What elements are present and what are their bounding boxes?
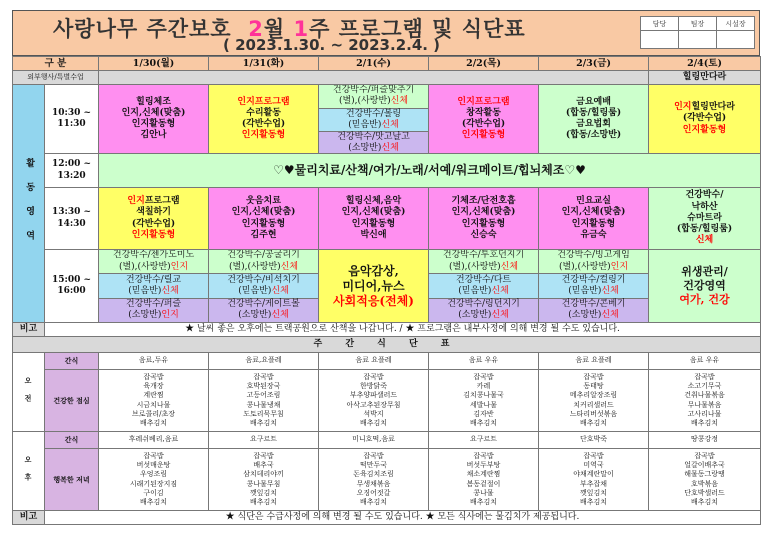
day-header: 2/1(수) — [319, 57, 429, 71]
meal-cell: 잡곡밥 버섯두부탕 채소계란찜 봄동겉절이 콩나물 배추김치 — [429, 449, 539, 511]
am-snack-row — [13, 353, 761, 370]
snack-cell: 요구르트 — [429, 432, 539, 449]
program-cell: 웃음치료 인지,신체(맞춤) 인지활동형 김주현 — [209, 188, 319, 250]
snack-cell: 요구르트 — [209, 432, 319, 449]
snack-cell: 음료 요플레 — [539, 353, 649, 370]
afternoon1-row — [13, 188, 761, 250]
pm-snack-label: 간식 — [45, 432, 99, 449]
outside-label: 외부행사/특별수업 — [13, 71, 99, 85]
pm-dinner-label: 행복한 저녁 — [45, 449, 99, 511]
note1-text: ★ 날씨 좋은 오후에는 트랙공원으로 산책을 나갑니다. / ★ 프로그램은 내부사정에 의해 변경 될 수도 있습니다. — [45, 323, 761, 337]
program-table — [12, 56, 761, 525]
snack-cell: 후레쉬베리,음료 — [99, 432, 209, 449]
program-cell-split: 건강박수/투호던지기 (별),(사랑반)신체 건강박수/다트 (믿음반)신체 건강박수/링던지기 (소망반)신체 — [429, 250, 539, 323]
lunch-row — [13, 154, 761, 188]
program-cell-split: 건강박수/젠가도미노 (별),(사랑반)인지 건강박수/릴교 (믿음반)신체 건강박수/퍼즐 (소망반)인지 — [99, 250, 209, 323]
pm-snack-row — [13, 432, 761, 449]
program-cell: 인지힐링만다라 (각반수업) 인지활동형 — [649, 85, 761, 154]
pm-side-label: 오 후 — [13, 432, 45, 511]
period-text: ( 2023.1.30. ~ 2023.2.4. ) — [223, 36, 441, 54]
am-lunch-label: 건강한 점심 — [45, 370, 99, 432]
am-snack-label: 간식 — [45, 353, 99, 370]
program-cell: 금요예배 (합동/힐링룸) 금요법회 (합동/소망반) — [539, 85, 649, 154]
snack-cell: 음료,두유 — [99, 353, 209, 370]
outside-row — [13, 71, 761, 85]
meal-cell: 잡곡밥 동태탕 메추리알장조림 치커리샐러드 느타리버섯볶음 배추김치 — [539, 370, 649, 432]
program-cell-split: 건강박수/공굴리기 (별),(사랑반)신체 건강박수/비석치기 (믿음반)신체 건강박수/게이트볼 (소망반)신체 — [209, 250, 319, 323]
program-cell-split: 건강박수/빙고게임 (별),(사랑반)인지 건강박수/컬링기 (믿음반)신체 건강박수/콘베기 (소망반)신체 — [539, 250, 649, 323]
program-cell: 인지프로그램 수리활동 (각반수업) 인지활동형 — [209, 85, 319, 154]
program-cell: 건강박수/ 낙하산 슈마트라 (합동/힐링룸) 신체 — [649, 188, 761, 250]
meal-cell: 잡곡밥 버섯매운탕 우엉조림 시래기된장지짐 구이김 배추김치 — [99, 449, 209, 511]
program-cell: 인지프로그램 창작활동 (각반수업) 인지활동형 — [429, 85, 539, 154]
program-cell: 음악감상, 미디어,뉴스 사회적응(전체) — [319, 250, 429, 323]
sign-box-director — [717, 31, 755, 49]
meal-cell: 잡곡밥 얼갈이배추국 해물동그랑땡 호박볶음 단호박샐러드 배추김치 — [649, 449, 761, 511]
meal-cell: 잡곡밥 배추국 삼치데리야끼 콩나물무침 깻잎김치 배추김치 — [209, 449, 319, 511]
time-slot: 13:30 ~ 14:30 — [45, 188, 99, 250]
header-label: 구 분 — [13, 57, 99, 71]
snack-cell: 음료 우유 — [429, 353, 539, 370]
sign-box-staff — [641, 31, 679, 49]
schedule-page — [12, 10, 760, 532]
note1-row — [13, 323, 761, 337]
program-cell: 인지프로그램 색칠하기 (각반수업) 인지활동형 — [99, 188, 209, 250]
program-cell-split: 건강박수/퍼즐맞추기 (별),(사랑반)신체 건강박수/볼링 (믿음반)신체 건강박수/맛고날고 (소망반)신체 — [319, 85, 429, 154]
program-cell: 힐링체조 인지,신체(맞춤) 인지활동형 김안나 — [99, 85, 209, 154]
activity-side-label: 활 동 영 역 — [13, 85, 45, 323]
outside-sat: 힐링만다라 — [649, 71, 761, 85]
meal-cell: 잡곡밥 떡만두국 돈육김치조림 무생채볶음 오징어젓갈 배추김치 — [319, 449, 429, 511]
meal-cell: 잡곡밥 미역국 야채계란말이 부추잡채 깻잎김치 배추김치 — [539, 449, 649, 511]
menu-title-row — [13, 337, 761, 353]
time-slot: 10:30 ~ 11:30 — [45, 85, 99, 154]
page-title: 사랑나무 주간보호 2월 1주 프로그램 및 식단표 — [53, 17, 526, 41]
snack-cell: 음료,요플레 — [209, 353, 319, 370]
meal-cell: 잡곡밥 호박된장국 고등어조림 콩나물냉채 도토리묵무침 배추김치 — [209, 370, 319, 432]
approval-label-director: 시설장 — [717, 17, 755, 31]
meal-cell: 잡곡밥 카레 김치콩나물국 세발나물 김자반 배추김치 — [429, 370, 539, 432]
approval-box — [640, 16, 755, 49]
menu-title: 주 간 식 단 표 — [13, 337, 761, 353]
am-side-label: 오 전 — [13, 353, 45, 432]
outside-empty — [99, 71, 649, 85]
afternoon2-row — [13, 250, 761, 323]
program-cell: 위생관리/ 건강영역 여가, 건강 — [649, 250, 761, 323]
note2-label: 비고 — [13, 511, 45, 525]
snack-cell: 미니호떡,음료 — [319, 432, 429, 449]
note2-row — [13, 511, 761, 525]
title-bar — [12, 10, 760, 56]
approval-label-manager: 팀장 — [679, 17, 717, 31]
sign-box-manager — [679, 31, 717, 49]
lunch-activities: ♡♥물리치료/산책/여가/노래/서예/워크메이트/힙뇌체조♡♥ — [99, 154, 761, 188]
time-slot: 15:00 ~ 16:00 — [45, 250, 99, 323]
snack-cell: 음료 우유 — [649, 353, 761, 370]
day-header: 2/4(토) — [649, 57, 761, 71]
header-row — [13, 57, 761, 71]
day-header: 1/31(화) — [209, 57, 319, 71]
snack-cell: 음료 요플레 — [319, 353, 429, 370]
program-cell: 민요교실 인지,신체(맞춤) 인지활동형 유금숙 — [539, 188, 649, 250]
meal-cell: 잡곡밥 육개장 계란찜 시금치나물 브로콜리/초장 배추김치 — [99, 370, 209, 432]
day-header: 1/30(월) — [99, 57, 209, 71]
morning-row — [13, 85, 761, 154]
approval-label-staff: 담당 — [641, 17, 679, 31]
day-header: 2/2(목) — [429, 57, 539, 71]
program-cell: 힐링신체,음악 인지,신체(맞춤) 인지활동형 박신애 — [319, 188, 429, 250]
snack-cell: 땅콩강정 — [649, 432, 761, 449]
pm-dinner-row — [13, 449, 761, 511]
meal-cell: 잡곡밥 소고기무국 건취나물볶음 무나물볶음 고사리나물 배추김치 — [649, 370, 761, 432]
time-slot: 12:00 ~ 13:20 — [45, 154, 99, 188]
program-cell: 기체조/단전호흡 인지,신체(맞춤) 인지활동형 신승숙 — [429, 188, 539, 250]
snack-cell: 단호박죽 — [539, 432, 649, 449]
meal-cell: 잡곡밥 한방닭죽 부추양파샐러드 아삭고추된장무침 석박지 배추김치 — [319, 370, 429, 432]
day-header: 2/3(금) — [539, 57, 649, 71]
note1-label: 비고 — [13, 323, 45, 337]
am-lunch-row — [13, 370, 761, 432]
note2-text: ★ 식단은 수급사정에 의해 변경 될 수도 있습니다. ★ 모든 식사에는 물김치가 제공됩니다. — [45, 511, 761, 525]
